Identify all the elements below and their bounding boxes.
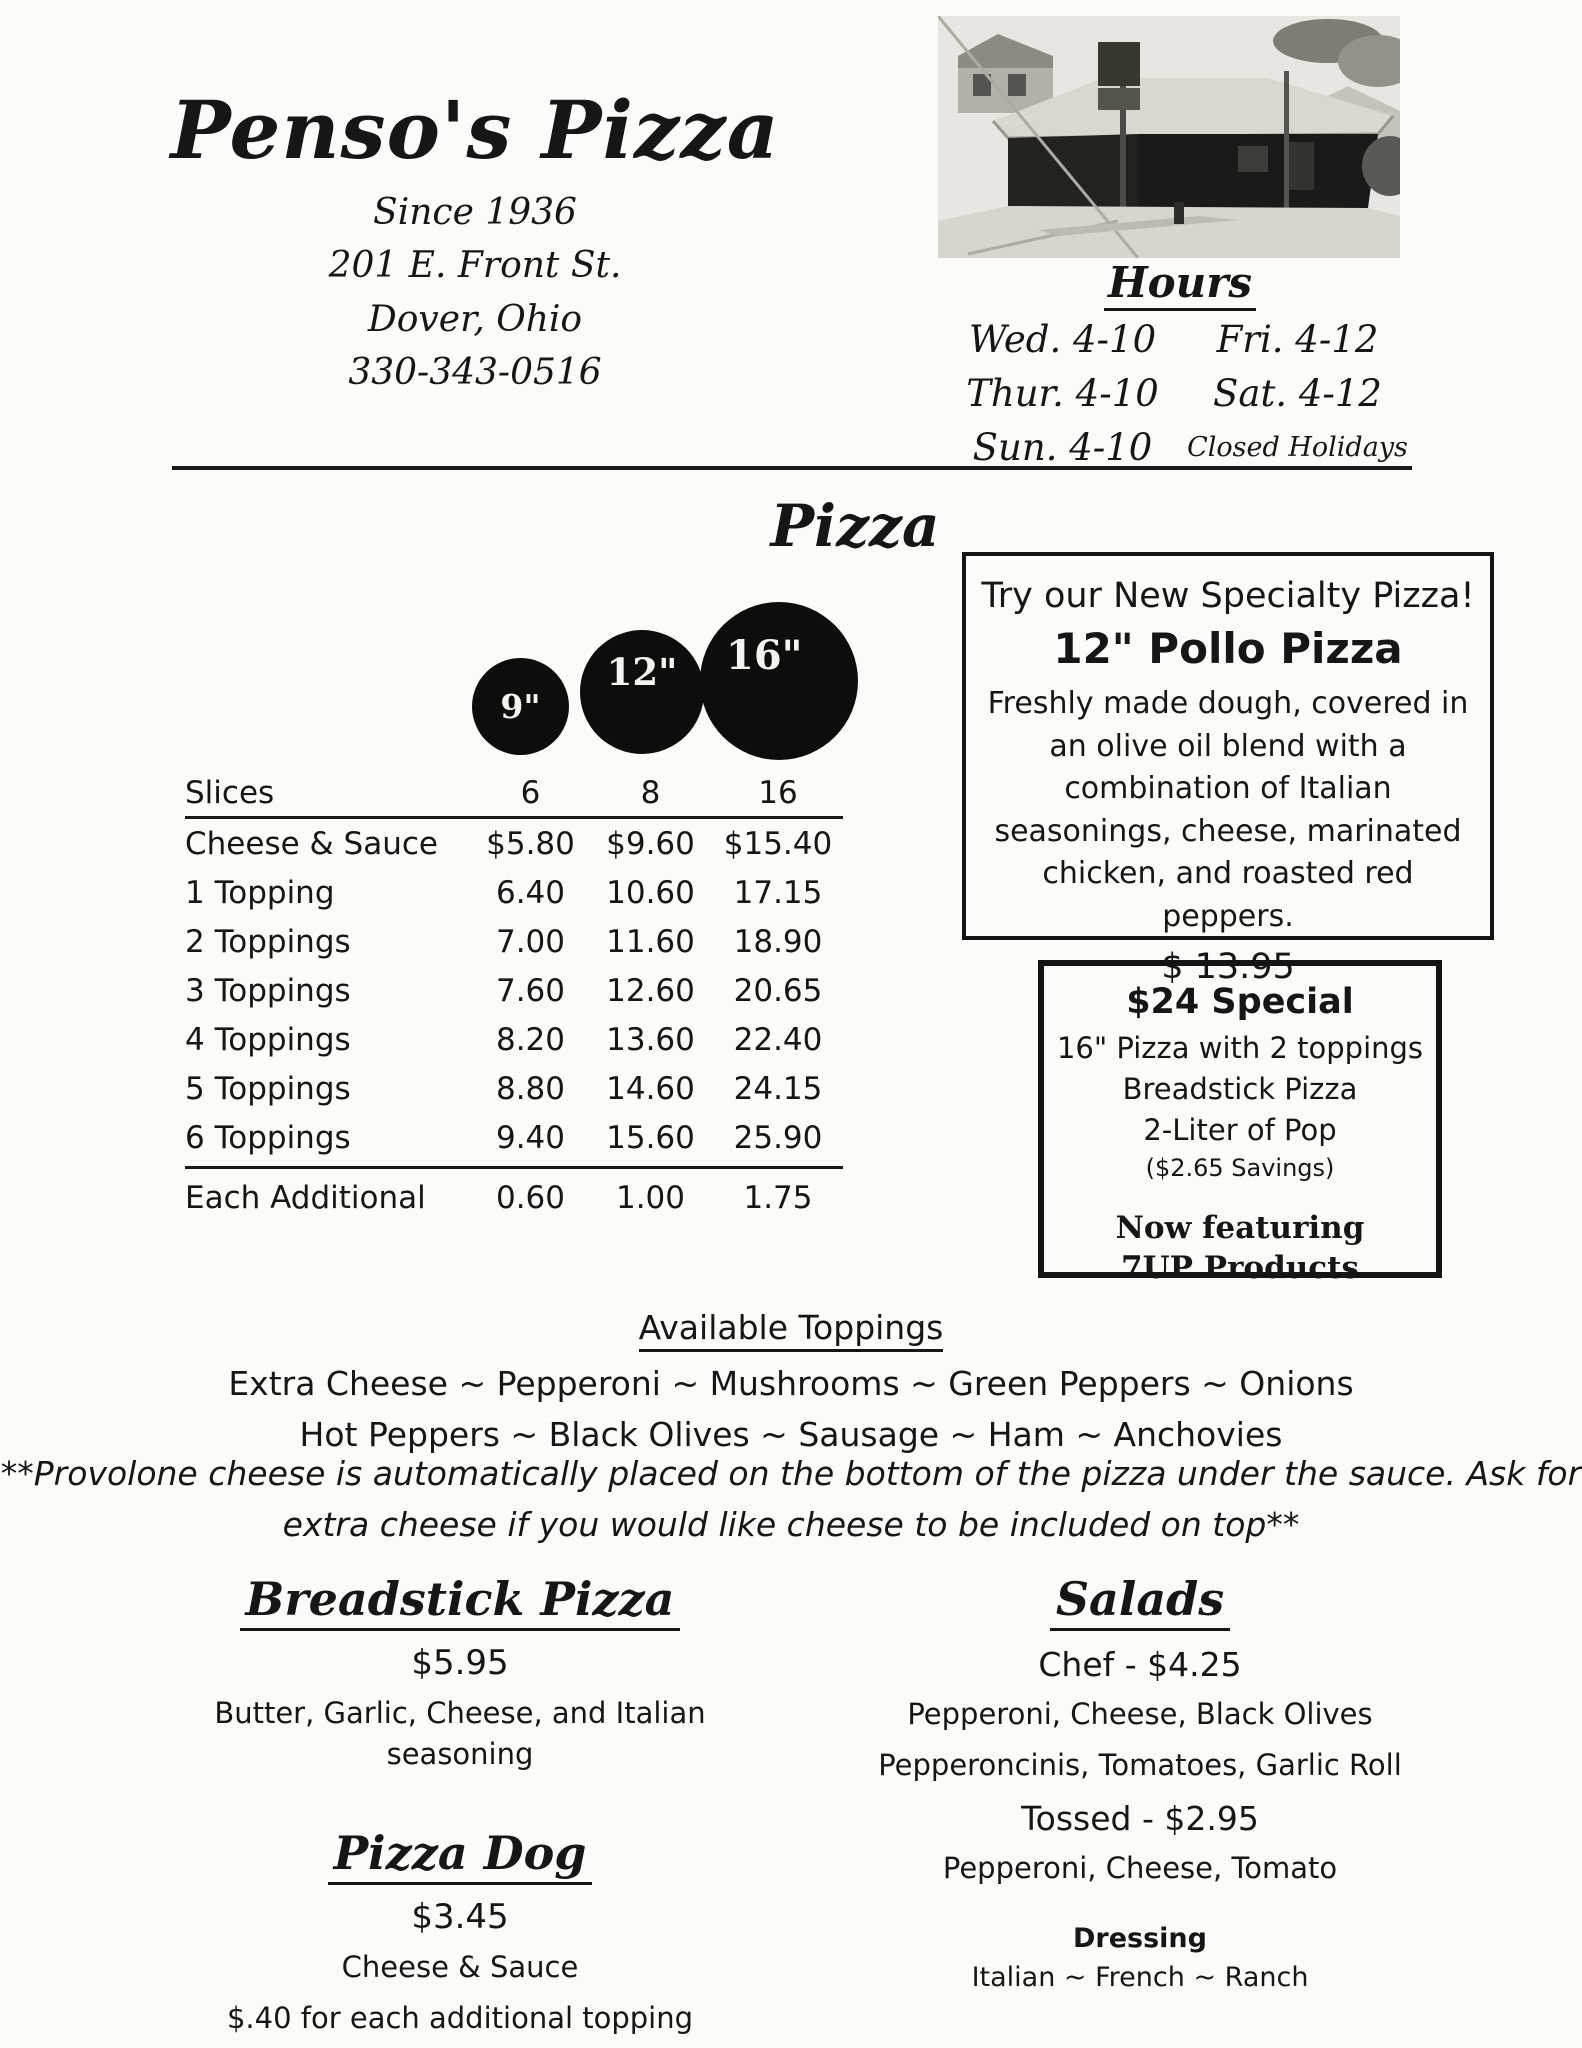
bottom-left-column [150, 1572, 770, 2038]
slices-value-2: 8 [640, 775, 661, 811]
table-row: Cheese & Sauce $5.80 $9.60 $15.40 [185, 825, 833, 862]
header-block [150, 83, 800, 399]
special-24-item-2: Breadstick Pizza [1122, 1072, 1358, 1107]
hours-grid [945, 315, 1415, 473]
dressing-label: Dressing [1073, 1922, 1207, 1954]
hours-thur: Thur. 4-10 [966, 371, 1159, 415]
slices-label: Slices [185, 775, 275, 811]
toppings-line-2: Hot Peppers ~ Black Olives ~ Sausage ~ Ham ~ Anchovies [299, 1415, 1283, 1454]
hours-closed-holidays: Closed Holidays [1187, 431, 1408, 463]
pizza-size-circle-12 [580, 630, 704, 754]
special-24-item-1: 16" Pizza with 2 toppings [1056, 1031, 1424, 1065]
bottom-right-column [850, 1572, 1430, 1993]
specialty-price: $ 13.95 [1161, 946, 1295, 987]
chef-salad-desc-1: Pepperoni, Cheese, Black Olives [907, 1697, 1373, 1731]
slices-value-3: 16 [758, 775, 798, 811]
pizza-size-circle-9 [472, 658, 569, 755]
dressing-options: Italian ~ French ~ Ranch [971, 1961, 1309, 1993]
table-header-row [185, 770, 843, 819]
special-24-title: $24 Special [1126, 982, 1354, 1022]
chef-salad: Chef - $4.25 [1038, 1645, 1242, 1684]
special-24-items [1054, 1028, 1426, 1152]
provolone-note [0, 1448, 1582, 1550]
special-24-savings: ($2.65 Savings) [1145, 1153, 1335, 1182]
pizza-dog-heading: Pizza Dog [328, 1826, 593, 1885]
breadstick-price: $5.95 [411, 1643, 509, 1683]
table-row: 6 Toppings 9.40 15.60 25.90 [185, 1119, 823, 1156]
special-24-item-3: 2-Liter of Pop [1143, 1113, 1337, 1148]
size-label-9: 9" [500, 687, 541, 726]
salads-heading: Salads [1050, 1572, 1230, 1631]
hours-wed: Wed. 4-10 [968, 318, 1157, 361]
table-row: 5 Toppings 8.80 14.60 24.15 [185, 1070, 823, 1107]
since-line: Since 1936 [373, 192, 577, 233]
address-line-2: Dover, Ohio [367, 298, 583, 340]
chef-salad-desc-2: Pepperoncinis, Tomatoes, Garlic Roll [878, 1747, 1402, 1782]
table-row: 3 Toppings 7.60 12.60 20.65 [185, 972, 823, 1009]
slices-value-1: 6 [520, 775, 541, 811]
breadstick-description: Butter, Garlic, Cheese, and Italian seasoning [214, 1696, 706, 1771]
specialty-name: 12" Pollo Pizza [1053, 624, 1403, 673]
address-block [150, 186, 800, 399]
hours-sat: Sat. 4-12 [1213, 371, 1382, 415]
pizza-dog-price: $3.45 [411, 1897, 509, 1938]
size-label-16: 16" [726, 632, 803, 679]
address-line-1: 201 E. Front St. [328, 245, 622, 287]
specialty-intro: Try our New Specialty Pizza! [981, 576, 1475, 616]
storefront-photo [938, 16, 1400, 258]
specialty-description: Freshly made dough, covered in an olive oil blend with a combination of Italian seasonings, cheese, marinated chicken, and roasted red peppers. [987, 686, 1469, 934]
pizza-dog-line-1: Cheese & Sauce [341, 1950, 579, 1985]
hours-section [945, 258, 1415, 473]
size-label-12: 12" [606, 650, 678, 694]
table-row: 2 Toppings 7.00 11.60 18.90 [185, 923, 823, 960]
special-24-box [1038, 960, 1442, 1286]
pizza-price-table [185, 770, 843, 1227]
toppings-line-1: Extra Cheese ~ Pepperoni ~ Mushrooms ~ Green Peppers ~ Onions [228, 1364, 1354, 1403]
specialty-pizza-box [962, 552, 1494, 987]
hours-heading: Hours [945, 258, 1415, 311]
table-row: 1 Topping 6.40 10.60 17.15 [185, 874, 823, 911]
table-footer-row: Each Additional 0.60 1.00 1.75 [185, 1166, 843, 1227]
toppings-heading: Available Toppings [639, 1308, 944, 1352]
tossed-salad-desc: Pepperoni, Cheese, Tomato [942, 1851, 1338, 1886]
featuring-7up-note: Now featuring 7UP Products [1115, 1209, 1365, 1286]
phone-number: 330-343-0516 [348, 351, 602, 393]
provolone-note-line-1: **Provolone cheese is automatically placed on the bottom of the pizza under the sauce. Ask for [0, 1454, 1582, 1493]
hours-sun: Sun. 4-10 [972, 425, 1153, 469]
table-row: 4 Toppings 8.20 13.60 22.40 [185, 1021, 823, 1058]
provolone-note-line-2: extra cheese if you would like cheese to be included on top** [282, 1505, 1300, 1545]
page-title: Penso's Pizza [170, 83, 780, 177]
pizza-size-circle-16 [700, 602, 858, 760]
tossed-salad: Tossed - $2.95 [1021, 1799, 1259, 1839]
available-toppings-section [0, 1308, 1582, 1454]
hours-fri: Fri. 4-12 [1216, 318, 1379, 361]
pizza-section-heading: Pizza [770, 492, 940, 560]
section-divider [172, 466, 1412, 470]
pizza-dog-line-2: $.40 for each additional topping [226, 2000, 694, 2035]
breadstick-heading: Breadstick Pizza [240, 1572, 681, 1631]
